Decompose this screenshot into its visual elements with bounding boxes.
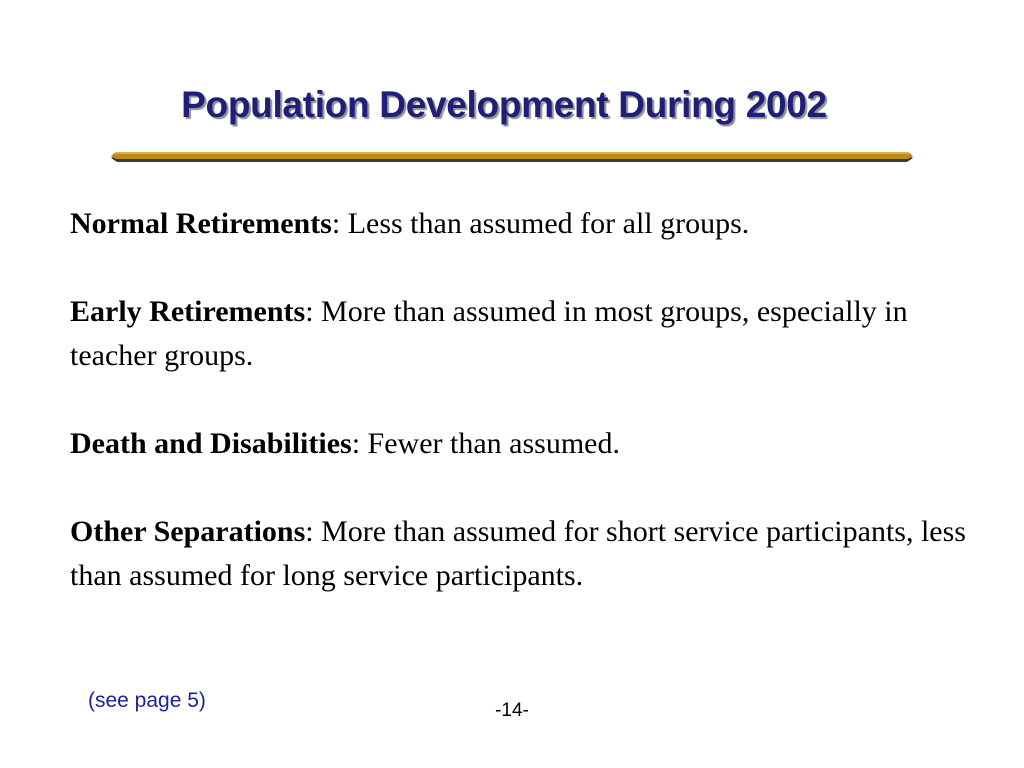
item-description: : More than assumed in most groups, especially in teacher groups.	[70, 295, 908, 372]
item-death-and-disabilities	[70, 422, 970, 466]
slide-body	[70, 202, 970, 642]
item-other-separations	[70, 510, 970, 598]
item-description: : Fewer than assumed.	[351, 427, 620, 460]
item-early-retirements	[70, 290, 970, 378]
page-reference-note: (see page 5)	[88, 689, 206, 712]
item-normal-retirements	[70, 202, 970, 246]
title-divider	[111, 152, 913, 162]
item-term: Other Separations	[70, 515, 306, 548]
page-number: -14-	[495, 700, 529, 721]
item-description: : More than assumed for short service participants, less than assumed for long service participants.	[70, 515, 966, 592]
item-term: Death and Disabilities	[70, 427, 352, 460]
slide-title: Population Development During 2002	[181, 84, 827, 125]
item-term: Normal Retirements	[70, 207, 332, 240]
item-term: Early Retirements	[70, 295, 306, 328]
item-description: : Less than assumed for all groups.	[331, 207, 750, 240]
